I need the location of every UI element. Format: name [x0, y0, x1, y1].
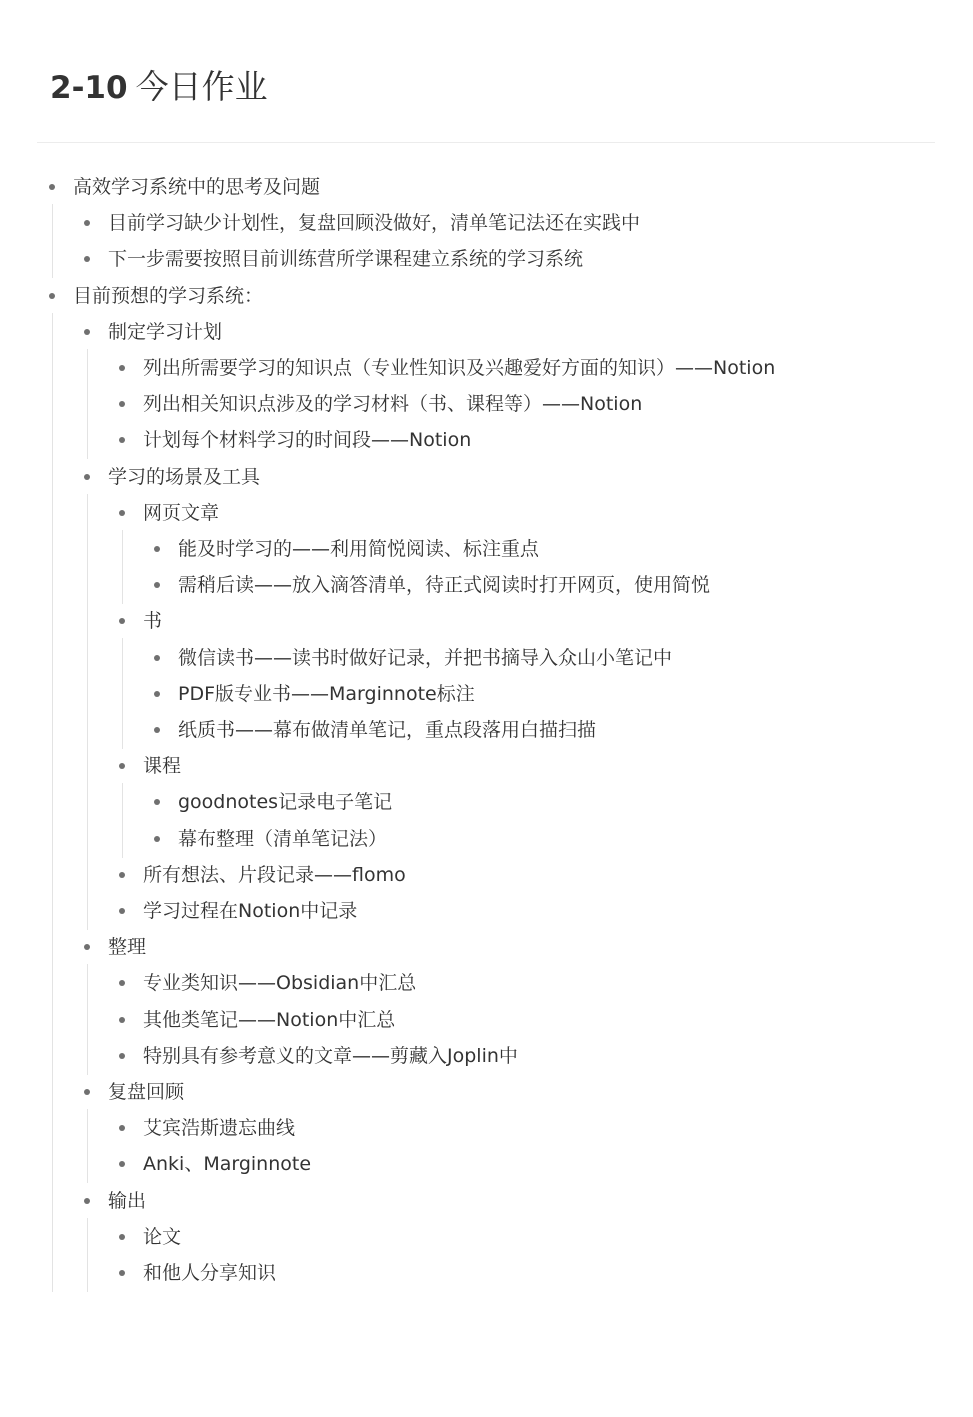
bullet-dot-icon[interactable] [119, 365, 125, 371]
outline-item-text: 特别具有参考意义的文章——剪藏入Joplin中 [143, 1045, 518, 1067]
outline-item-text: 学习的场景及工具 [108, 466, 261, 488]
outline-item-text: 整理 [108, 936, 147, 958]
outline-item-text: 微信读书——读书时做好记录，并把书摘导入众山小笔记中 [178, 647, 673, 669]
bullet-dot-icon[interactable] [154, 799, 160, 805]
bullet-dot-icon[interactable] [84, 329, 90, 335]
outline-item-text: 艾宾浩斯遗忘曲线 [143, 1117, 296, 1139]
outline-item-text: 计划每个材料学习的时间段——Notion [143, 429, 472, 451]
outline-guide-line [87, 964, 88, 1075]
page-title-text: 今日作业 [135, 67, 268, 106]
bullet-dot-icon[interactable] [119, 872, 125, 878]
outline-item-text: 制定学习计划 [108, 321, 223, 343]
bullet-dot-icon[interactable] [84, 1198, 90, 1204]
outline-item-text: 所有想法、片段记录——flomo [143, 864, 406, 886]
outline-guide-line [122, 530, 123, 604]
outline-item-text: 下一步需要按照目前训练营所学课程建立系统的学习系统 [108, 248, 584, 270]
outline-guide-line [52, 204, 53, 278]
bullet-dot-icon[interactable] [154, 836, 160, 842]
outline-item-text: 复盘回顾 [108, 1081, 185, 1103]
bullet-dot-icon[interactable] [119, 763, 125, 769]
outline-item-text: 论文 [143, 1226, 182, 1248]
outline-item-text: 书 [143, 610, 163, 632]
bullet-dot-icon[interactable] [119, 1270, 125, 1276]
bullet-dot-icon[interactable] [154, 546, 160, 552]
bullet-dot-icon[interactable] [84, 256, 90, 262]
outline-item-text: 能及时学习的——利用简悦阅读、标注重点 [178, 538, 540, 560]
bullet-dot-icon[interactable] [119, 908, 125, 914]
bullet-dot-icon[interactable] [119, 1053, 125, 1059]
bullet-dot-icon[interactable] [154, 691, 160, 697]
bullet-dot-icon[interactable] [119, 1017, 125, 1023]
outline-item-text: 列出相关知识点涉及的学习材料（书、课程等）——Notion [143, 393, 643, 415]
bullet-dot-icon[interactable] [119, 401, 125, 407]
outline-item-text: 和他人分享知识 [143, 1262, 277, 1284]
outline-item-text: goodnotes记录电子笔记 [178, 791, 393, 813]
bullet-dot-icon[interactable] [119, 1234, 125, 1240]
bullet-dot-icon[interactable] [84, 944, 90, 950]
outline-guide-line [87, 1218, 88, 1292]
bullet-dot-icon[interactable] [119, 618, 125, 624]
bullet-dot-icon[interactable] [154, 727, 160, 733]
bullet-dot-icon[interactable] [154, 582, 160, 588]
bullet-dot-icon[interactable] [119, 1125, 125, 1131]
outline-item-text: 网页文章 [143, 502, 220, 524]
bullet-dot-icon[interactable] [119, 980, 125, 986]
bullet-dot-icon[interactable] [84, 474, 90, 480]
page-title [50, 62, 268, 112]
outline-item-text: 课程 [143, 755, 182, 777]
bullet-dot-icon[interactable] [119, 510, 125, 516]
bullet-dot-icon[interactable] [49, 293, 55, 299]
outline-item-text: 目前学习缺少计划性，复盘回顾没做好，清单笔记法还在实践中 [108, 212, 641, 234]
page-title-number: 2-10 [50, 70, 128, 106]
outline-guide-line [122, 783, 123, 858]
title-divider [37, 142, 935, 143]
outline-guide-line [87, 349, 88, 459]
outline-item-text: 输出 [108, 1190, 147, 1212]
outline-item-text: 学习过程在Notion中记录 [143, 900, 358, 922]
bullet-dot-icon[interactable] [154, 655, 160, 661]
outline-item-text: 纸质书——幕布做清单笔记，重点段落用白描扫描 [178, 719, 597, 741]
outline-item-text: 高效学习系统中的思考及问题 [73, 176, 321, 198]
bullet-dot-icon[interactable] [84, 1089, 90, 1095]
outline-item-text: Anki、Marginnote [143, 1153, 312, 1175]
outline-item-text: PDF版专业书——Marginnote标注 [178, 683, 475, 705]
outline-guide-line [122, 638, 123, 749]
bullet-dot-icon[interactable] [49, 184, 55, 190]
outline-item-text: 幕布整理（清单笔记法） [178, 828, 388, 850]
outline-item-text: 目前预想的学习系统： [73, 285, 264, 307]
outline-item-text: 专业类知识——Obsidian中汇总 [143, 972, 417, 994]
outline-guide-line [87, 494, 88, 930]
outline-guide-line [87, 1109, 88, 1183]
bullet-dot-icon[interactable] [84, 220, 90, 226]
outline-item-text: 其他类笔记——Notion中汇总 [143, 1009, 396, 1031]
outline-item-text: 列出所需要学习的知识点（专业性知识及兴趣爱好方面的知识）——Notion [143, 357, 776, 379]
bullet-dot-icon[interactable] [119, 1161, 125, 1167]
outline-item-text: 需稍后读——放入滴答清单，待正式阅读时打开网页，使用简悦 [178, 574, 711, 596]
bullet-dot-icon[interactable] [119, 437, 125, 443]
outline-guide-line [52, 313, 53, 1292]
